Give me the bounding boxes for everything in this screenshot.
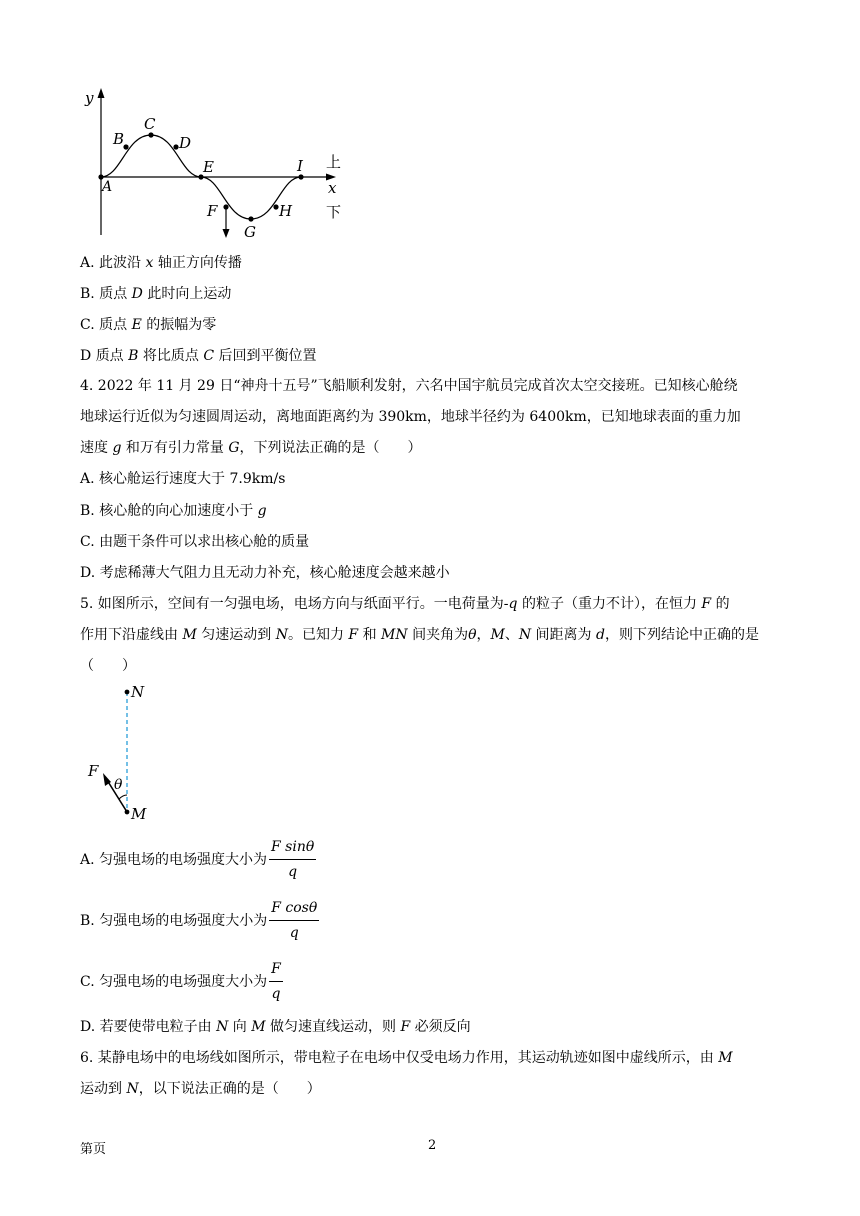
label-up: 上 bbox=[326, 153, 342, 171]
y-axis-arrow bbox=[98, 88, 105, 98]
y-axis-label: y bbox=[85, 89, 94, 107]
point-h bbox=[273, 204, 278, 209]
label-theta: θ bbox=[114, 777, 123, 793]
wave-figure bbox=[80, 85, 350, 245]
q5-option-c: C. 匀强电场的电场强度大小为 $\frac{F}{q}$ bbox=[80, 960, 281, 1002]
label-f: F bbox=[207, 202, 218, 220]
label-i: I bbox=[297, 157, 303, 175]
q5-option-b: B. 匀强电场的电场强度大小为 $\frac{\text{F cosθ}}{q}$ bbox=[80, 899, 318, 941]
label-g: G bbox=[244, 223, 256, 241]
label-down: 下 bbox=[326, 203, 342, 221]
q6-stem-line-2: 运动到 N，以下说法正确的是（ ） bbox=[80, 1081, 321, 1097]
theta-arc bbox=[119, 795, 127, 799]
q4-option-c: C. 由题干条件可以求出核心舱的质量 bbox=[80, 534, 310, 550]
q6-stem-line-1: 6. 某静电场中的电场线如图所示，带电粒子在电场中仅受电场力作用，其运动轨迹如图中虚线所示，由 M bbox=[80, 1050, 733, 1066]
point-c bbox=[148, 132, 153, 137]
q4-stem-line-1: 4. 2022 年 11 月 29 日“神舟十五号”飞船顺利发射，六名中国宇航员完成首次太空交接班。已知核心舱绕 bbox=[80, 378, 738, 394]
label-e: E bbox=[203, 158, 214, 176]
label-d: D bbox=[179, 134, 192, 152]
page-number: 2 bbox=[428, 1138, 437, 1153]
point-i bbox=[298, 174, 303, 179]
q5-stem-line-1: 5. 如图所示，空间有一匀强电场，电场方向与纸面平行。一电荷量为-q 的粒子（重力不计），在恒力 F 的 bbox=[80, 596, 730, 612]
point-f-arrowhead bbox=[223, 229, 230, 238]
q3-option-d: D 质点 B 将比质点 C 后回到平衡位置 bbox=[80, 348, 317, 364]
q5-option-a: A. 匀强电场的电场强度大小为 $\frac{\text{F sinθ}}{q}$ bbox=[80, 838, 315, 880]
q3-option-c: C. 质点 E 的振幅为零 bbox=[80, 317, 217, 333]
q4-stem-line-3: 速度 g 和万有引力常量 G，下列说法正确的是（ ） bbox=[80, 440, 422, 456]
q5-stem-line-3: （ ） bbox=[80, 658, 136, 674]
label-b: B bbox=[113, 130, 125, 148]
q5-option-d: D. 若要使带电粒子由 N 向 M 做匀速直线运动，则 F 必须反向 bbox=[80, 1019, 471, 1035]
q4-stem-line-2: 地球运行近似为匀速圆周运动，离地面距离约为 390km，地球半径约为 6400km，已知地球表面的重力加 bbox=[80, 409, 741, 425]
footer-label: 第页 bbox=[80, 1142, 107, 1157]
q3-option-a: A. 此波沿 x 轴正方向传播 bbox=[80, 255, 242, 271]
q4-option-b: B. 核心舱的向心加速度小于 g bbox=[80, 503, 267, 519]
label-f: F bbox=[88, 762, 99, 780]
label-a: A bbox=[102, 179, 113, 195]
q5-stem-line-2: 作用下沿虚线由 M 匀速运动到 N。已知力 F 和 MN 间夹角为θ，M、N 间距离为 d，则下列结论中正确的是 bbox=[80, 627, 759, 643]
point-n bbox=[125, 690, 130, 695]
q4-option-a: A. 核心舱运行速度大于 7.9km/s bbox=[80, 471, 286, 487]
force-figure bbox=[80, 680, 170, 825]
point-d bbox=[173, 144, 178, 149]
x-axis-label: x bbox=[328, 179, 337, 197]
point-b bbox=[123, 144, 128, 149]
label-c: C bbox=[144, 115, 156, 133]
point-g bbox=[248, 216, 253, 221]
label-n: N bbox=[131, 683, 145, 701]
label-m: M bbox=[131, 805, 147, 823]
q4-option-d: D. 考虑稀薄大气阻力且无动力补充，核心舱速度会越来越小 bbox=[80, 565, 450, 581]
label-h: H bbox=[279, 202, 293, 220]
q3-option-b: B. 质点 D 此时向上运动 bbox=[80, 286, 232, 302]
